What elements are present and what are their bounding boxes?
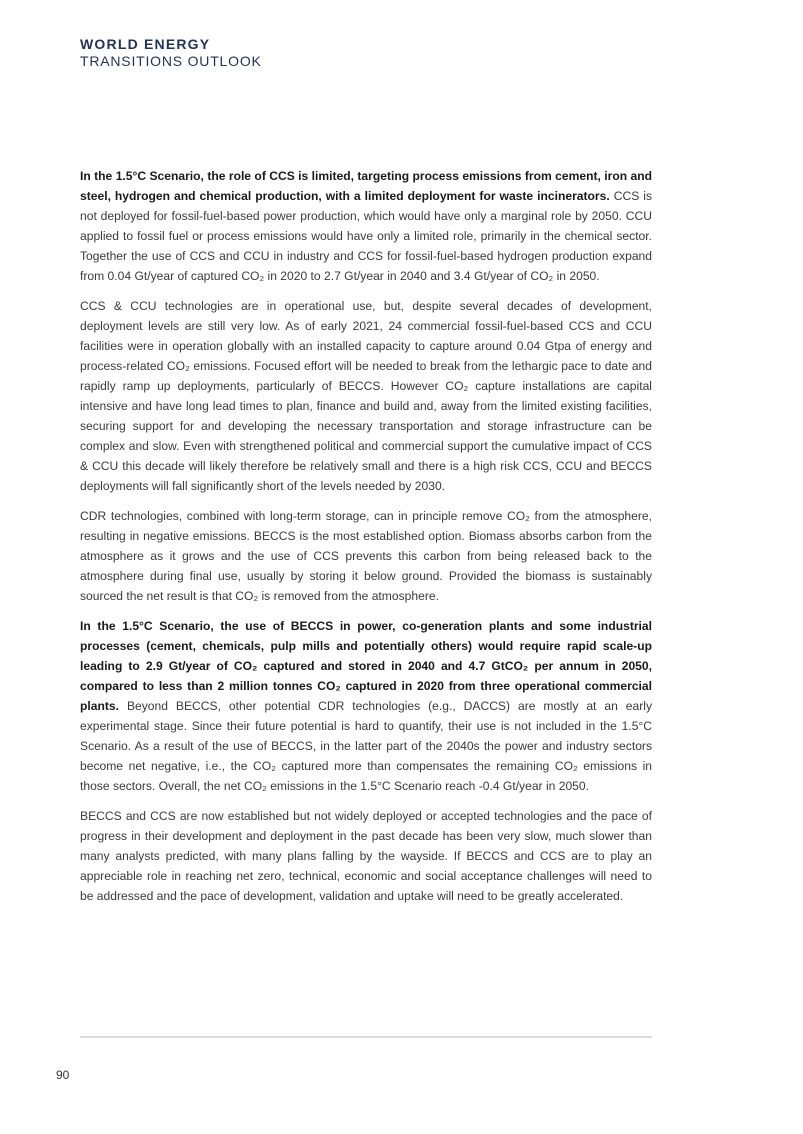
page-number: 90	[56, 1068, 70, 1082]
paragraph-2-text: CCS & CCU technologies are in operational use, but, despite several decades of development, deployment levels are still very low. As of early 2021, 24 commercial fossil-fuel-based CCS and CCU facilities were in operation globally with an installed capacity to capture around 0.04 Gtpa of energy and process-related CO₂ emissions. Focused effort will be needed to break from the lethargic pace to date and rapidly ramp up deployments, particularly of BECCS. However CO₂ capture installations are capital intensive and have long lead times to plan, finance and build and, away from the limited existing facilities, securing support for and developing the necessary transportation and storage infrastructure can be complex and slow. Even with strengthened political and commercial support the cumulative impact of CCS & CCU this decade will likely therefore be relatively small and there is a high risk CCS, CCU and BECCS deployments will fall significantly short of the levels needed by 2030.	[80, 299, 652, 493]
paragraph-5-text: BECCS and CCS are now established but not widely deployed or accepted technologies and the pace of progress in their development and deployment in the past decade has been very slow, much slower than many analysts predicted, with many plans falling by the wayside. If BECCS and CCS are to play an appreciable role in reaching net zero, technical, economic and social acceptance challenges will need to be addressed and the pace of development, validation and uptake will need to be greatly accelerated.	[80, 809, 652, 903]
paragraph-4-text: Beyond BECCS, other potential CDR technologies (e.g., DACCS) are mostly at an early experimental stage. Since their future potential is hard to quantify, their use is not included in the 1.5°C Scenario. As a result of the use of BECCS, in the latter part of the 2040s the power and industry sectors become net negative, i.e., the CO₂ captured more than compensates the remaining CO₂ emissions in those sectors. Overall, the net CO₂ emissions in the 1.5°C Scenario reach -0.4 Gt/year in 2050.	[80, 699, 652, 793]
header-title: WORLD ENERGY	[80, 36, 211, 52]
paragraph-1	[80, 166, 652, 286]
paragraph-3	[80, 506, 652, 606]
paragraph-5	[80, 806, 652, 906]
paragraph-2	[80, 296, 652, 496]
body-text	[80, 166, 652, 916]
page-header	[80, 36, 262, 70]
paragraph-4-lead: In the 1.5°C Scenario, the use of BECCS in power, co-generation plants and some industrial processes (cement, chemicals, pulp mills and potentially others) would require rapid scale-up leading to 2.9 Gt/year of CO₂ captured and stored in 2040 and 4.7 GtCO₂ per annum in 2050, compared to less than 2 million tonnes CO₂ captured in 2020 from three operational commercial plants.	[80, 619, 652, 713]
footer-divider	[80, 1036, 652, 1038]
paragraph-1-lead: In the 1.5°C Scenario, the role of CCS is limited, targeting process emissions from cement, iron and steel, hydrogen and chemical production, with a limited deployment for waste incinerators.	[80, 169, 652, 203]
paragraph-3-text: CDR technologies, combined with long-term storage, can in principle remove CO₂ from the atmosphere, resulting in negative emissions. BECCS is the most established option. Biomass absorbs carbon from the atmosphere as it grows and the use of CCS prevents this carbon from being released back to the atmosphere during final use, usually by storing it below ground. Provided the biomass is sustainably sourced the net result is that CO₂ is removed from the atmosphere.	[80, 509, 652, 603]
header-subtitle: TRANSITIONS OUTLOOK	[80, 53, 262, 69]
paragraph-1-text: CCS is not deployed for fossil-fuel-based power production, which would have only a marginal role by 2050. CCU applied to fossil fuel or process emissions would have only a limited role, primarily in the chemical sector. Together the use of CCS and CCU in industry and CCS for fossil-fuel-based hydrogen production expand from 0.04 Gt/year of captured CO₂ in 2020 to 2.7 Gt/year in 2040 and 3.4 Gt/year of CO₂ in 2050.	[80, 189, 652, 283]
paragraph-4	[80, 616, 652, 796]
